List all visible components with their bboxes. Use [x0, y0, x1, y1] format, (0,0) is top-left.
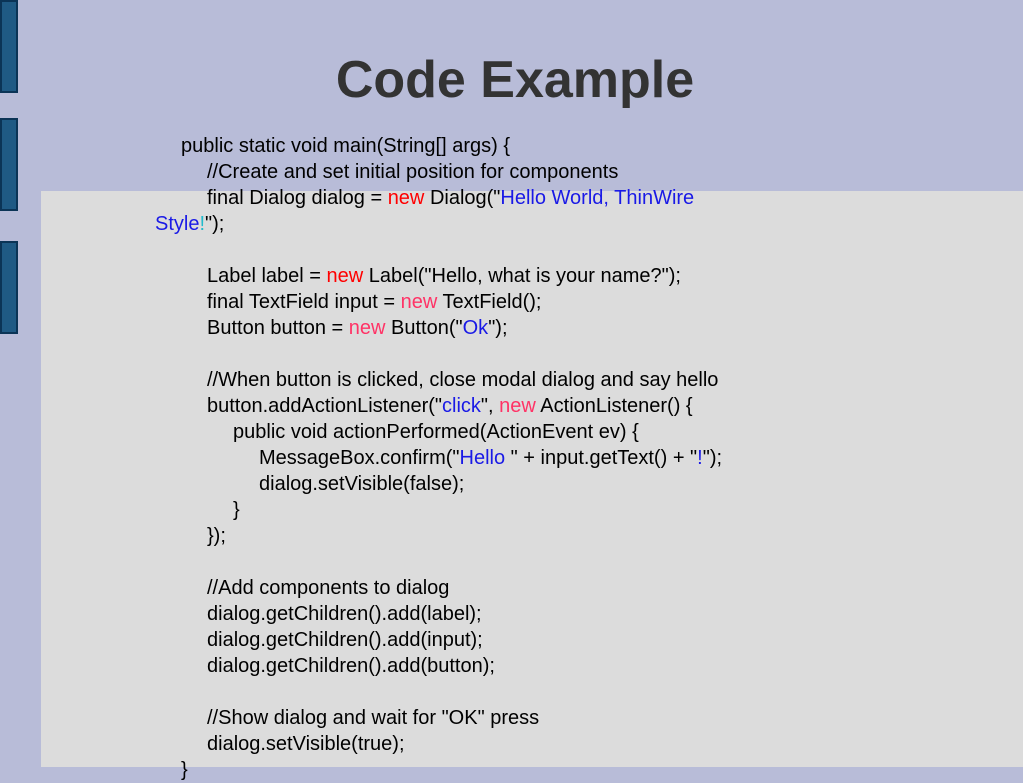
code-line-1: public static void main(String[] args) {: [181, 135, 511, 157]
code-line-15: }: [233, 499, 240, 521]
code-line-16: });: [207, 525, 226, 547]
side-tab-2: [0, 118, 18, 211]
slide-title: Code Example: [335, 51, 695, 109]
code-line-19: dialog.getChildren().add(label);: [207, 603, 482, 625]
code-line-11: button.addActionListener("click", new ActionListener() {: [207, 395, 693, 417]
code-line-12: public void actionPerformed(ActionEvent ev) {: [233, 421, 639, 443]
side-tab-3: [0, 241, 18, 334]
code-line-18: //Add components to dialog: [207, 577, 450, 599]
code-line-7: final TextField input = new TextField();: [207, 291, 542, 313]
code-line-14: dialog.setVisible(false);: [259, 473, 465, 495]
code-line-24: dialog.setVisible(true);: [207, 733, 405, 755]
code-line-23: //Show dialog and wait for "OK" press: [207, 707, 540, 729]
code-line-21: dialog.getChildren().add(button);: [207, 655, 495, 677]
code-line-13: MessageBox.confirm("Hello " + input.getText() + "!");: [259, 447, 723, 469]
code-line-6: Label label = new Label("Hello, what is your name?");: [207, 265, 681, 287]
code-line-8: Button button = new Button("Ok");: [207, 317, 508, 339]
code-line-10: //When button is clicked, close modal dialog and say hello: [207, 369, 719, 391]
code-line-2: //Create and set initial position for components: [207, 161, 619, 183]
code-line-25: }: [181, 759, 188, 781]
code-line-4: Style!");: [155, 213, 225, 235]
code-line-20: dialog.getChildren().add(input);: [207, 629, 483, 651]
code-line-3: final Dialog dialog = new Dialog("Hello World, ThinWire: [207, 187, 695, 209]
